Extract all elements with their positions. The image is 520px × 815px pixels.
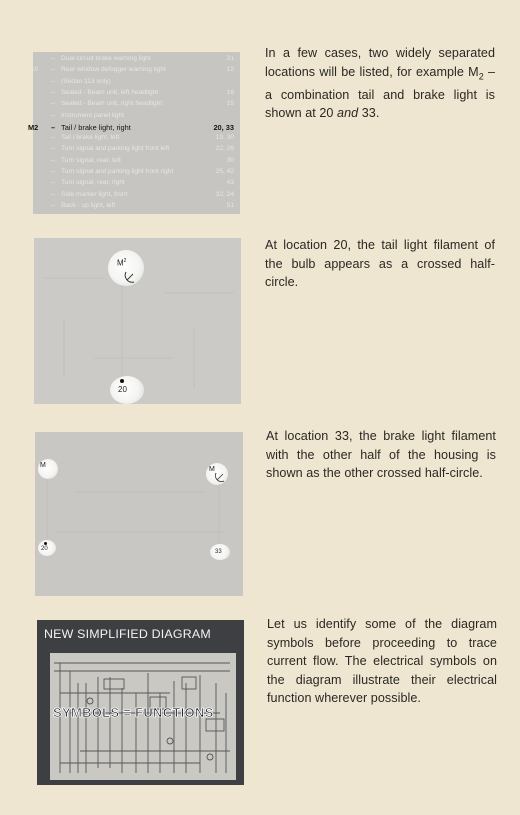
legend-row-dash: – bbox=[51, 77, 55, 85]
caption-1-part-a: In a few cases, two widely separated locations will be listed, for example M bbox=[265, 46, 495, 79]
legend-row-label: Sealed - Beam unit, left headlight bbox=[61, 88, 159, 96]
legend-row-dash: – bbox=[51, 55, 55, 62]
legend-row bbox=[33, 145, 240, 155]
legend-row-dash: – bbox=[51, 88, 55, 96]
crossed-half-circle-symbol-right bbox=[214, 470, 228, 484]
legend-row-label: Tail / brake light, right bbox=[61, 122, 131, 132]
legend-row-dash: – bbox=[51, 122, 56, 132]
legend-row-dash: – bbox=[51, 190, 55, 198]
legend-row-label: Side marker light, front bbox=[61, 190, 128, 198]
legend-row bbox=[33, 134, 240, 144]
location-20-label: 20 bbox=[118, 385, 127, 394]
caption-1-part-c: 33. bbox=[358, 106, 380, 121]
legend-row-highlighted bbox=[28, 122, 240, 133]
legend-row bbox=[33, 157, 240, 167]
diagram-location-33-photo bbox=[35, 432, 243, 596]
legend-row-location: 20, 33 bbox=[213, 122, 234, 132]
legend-row bbox=[33, 55, 240, 65]
legend-row-dash: – bbox=[51, 134, 55, 142]
legend-row-label: Instrument panel light bbox=[61, 111, 125, 119]
legend-row-dash: – bbox=[51, 111, 55, 119]
caption-1-part-b: – a combination tail and brake light is shown at 20 bbox=[265, 64, 495, 121]
legend-row-dash: – bbox=[51, 201, 55, 209]
legend-row-location: 43 bbox=[226, 179, 234, 187]
bulb-m-right-label: M bbox=[209, 466, 215, 473]
legend-row-location: 30 bbox=[226, 156, 234, 164]
legend-row-location: 22, 26 bbox=[215, 145, 234, 153]
legend-row-label: Sealed - Beam unit, right headlight bbox=[61, 100, 163, 108]
legend-row-dash: – bbox=[51, 100, 55, 108]
legend-row-location: 25, 42 bbox=[215, 168, 234, 175]
legend-row-location: 31 bbox=[226, 55, 234, 62]
legend-row-label: Tail / brake light, left bbox=[61, 134, 120, 142]
legend-row-dash: – bbox=[51, 168, 55, 175]
legend-row bbox=[33, 191, 240, 201]
location-20-small-label: 20 bbox=[41, 546, 48, 552]
legend-row-label: Rear window defogger warning light bbox=[61, 66, 166, 74]
legend-row-label: Turn signal, rear, right bbox=[61, 179, 125, 187]
legend-row-dash: – bbox=[51, 156, 55, 164]
legend-row-label: Turn signal, rear, left bbox=[61, 156, 121, 164]
legend-photo bbox=[28, 52, 240, 214]
legend-row-location: 12 bbox=[226, 66, 234, 74]
bulb-location-20 bbox=[110, 376, 144, 404]
legend-row-location: 16 bbox=[226, 88, 234, 96]
diagram-faint-lines-2 bbox=[35, 432, 243, 596]
legend-row-dash: – bbox=[51, 66, 55, 74]
legend-row-label: Back - up light, left bbox=[61, 201, 116, 209]
legend-row-location: 51 bbox=[226, 201, 234, 209]
legend-row-dash: – bbox=[51, 179, 55, 187]
bulb-m-left-label: M bbox=[40, 462, 46, 469]
caption-location-20: At location 20, the tail light filament of the bulb appears as a crossed half-circle. bbox=[265, 238, 495, 289]
legend-row-location: 19, 30 bbox=[215, 134, 234, 142]
legend-row-label: (Sedan 113 only) bbox=[61, 77, 111, 85]
legend-row-label: Turn signal and parking light front left bbox=[61, 145, 170, 153]
legend-row-label: Turn signal and parking light front right bbox=[61, 168, 174, 175]
legend-row bbox=[33, 100, 240, 110]
caption-diagram-symbols: Let us identify some of the diagram symbols before proceeding to trace current flow. The electrical symbols on the diagram illustrate their electrical function wherever possible. bbox=[267, 617, 497, 705]
bulb-m2-label: $M^2$ bbox=[117, 258, 127, 268]
legend-row bbox=[33, 89, 240, 99]
legend-row bbox=[33, 202, 240, 212]
junction-dot bbox=[120, 379, 124, 383]
legend-row-label: Dual circuit brake warning light bbox=[61, 55, 151, 62]
diagram-location-20-photo bbox=[34, 238, 241, 404]
simplified-diagram-poster-photo bbox=[37, 620, 244, 785]
caption-1-and: and bbox=[337, 106, 359, 121]
legend-row-number: 10 bbox=[31, 66, 39, 74]
legend-row-location: 32, 24 bbox=[215, 190, 234, 198]
caption-location-33: At location 33, the brake light filament with the other half of the housing is shown as the other crossed half-circle. bbox=[266, 429, 496, 480]
legend-row-dash: – bbox=[51, 145, 55, 153]
legend-row bbox=[33, 179, 240, 189]
legend-row bbox=[33, 168, 240, 178]
poster-overlay-text: SYMBOLS = FUNCTIONS bbox=[53, 705, 214, 720]
legend-row-number: M2 bbox=[28, 122, 39, 132]
caption-1-subscript: 2 bbox=[478, 71, 484, 82]
legend-row bbox=[33, 66, 240, 76]
caption-multiple-locations bbox=[265, 44, 495, 123]
legend-row bbox=[33, 78, 240, 88]
junction-dot-left bbox=[44, 542, 47, 545]
poster-title: NEW SIMPLIFIED DIAGRAM bbox=[44, 627, 211, 641]
crossed-half-circle-symbol bbox=[122, 268, 142, 288]
location-33-label: 33 bbox=[215, 549, 222, 555]
legend-row-location: 15 bbox=[226, 100, 234, 108]
legend-row bbox=[33, 112, 240, 122]
